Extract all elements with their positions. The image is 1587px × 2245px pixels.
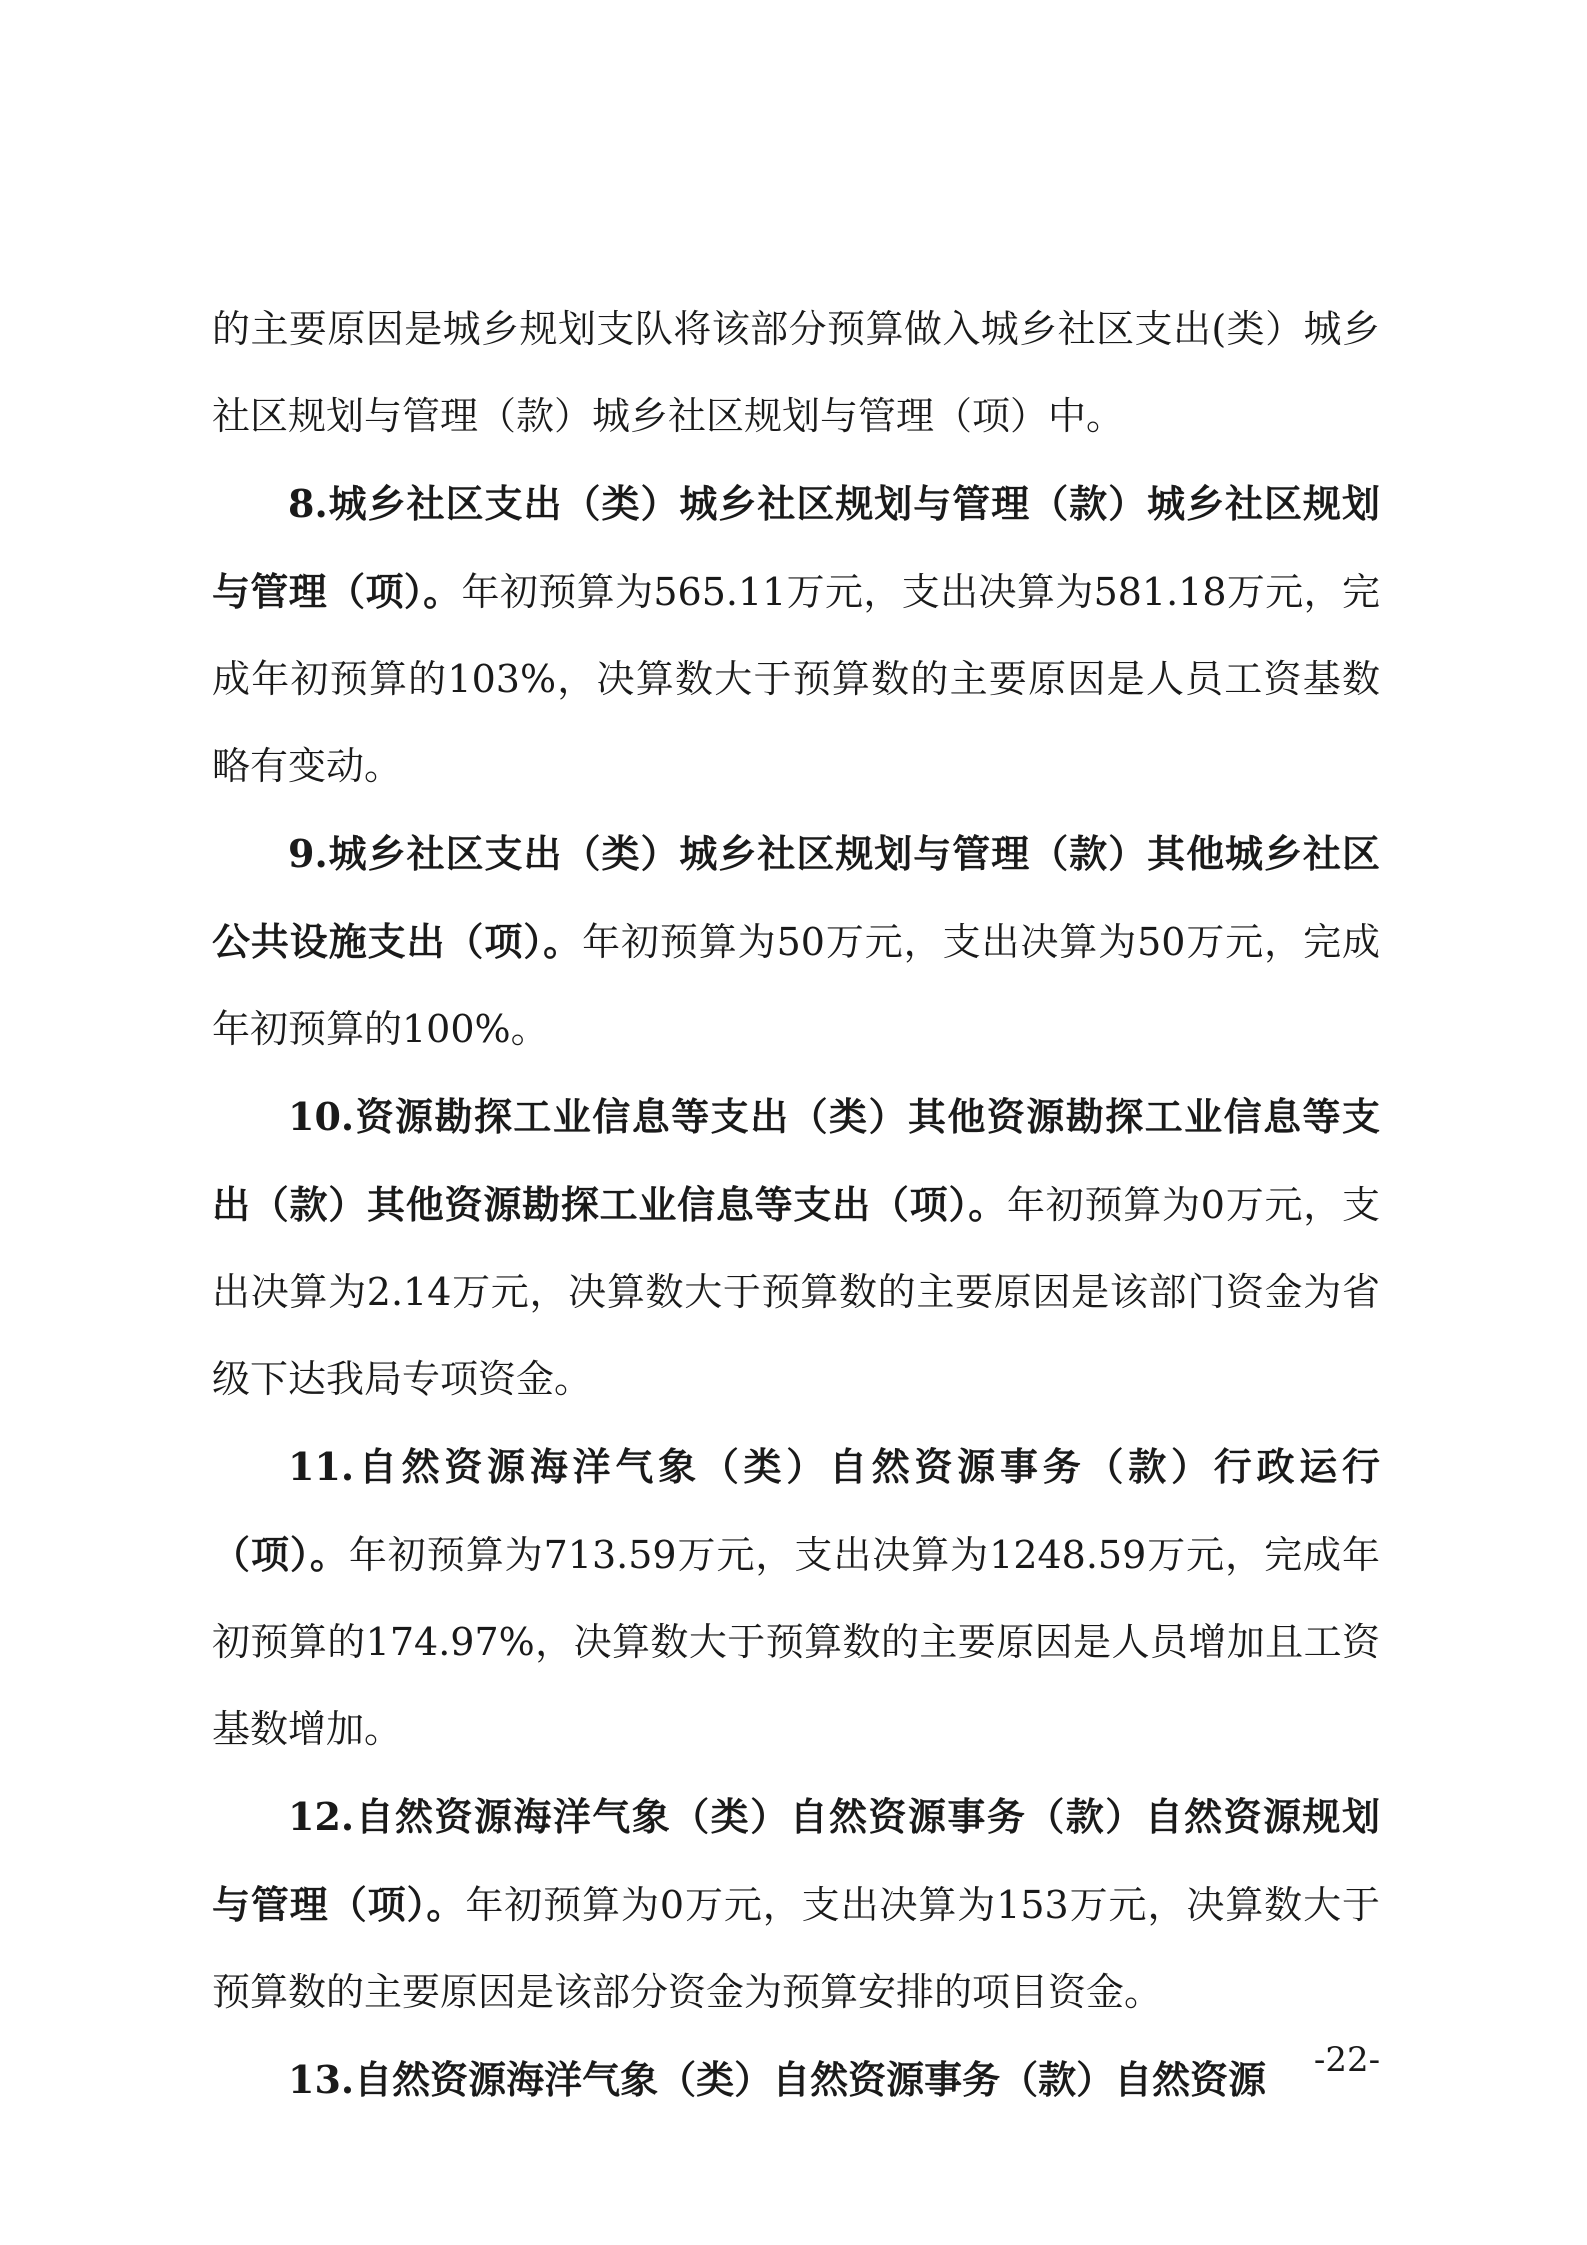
paragraph-text: 的主要原因是城乡规划支队将该部分预算做入城乡社区支出(类）城乡社区规划与管理（款）城乡社区规划与管理（项）中。	[212, 307, 1380, 438]
document-body	[212, 286, 1380, 2124]
paragraph-text: 年初预算为50万元，支出决算为50万元，完成年初预算的100%。	[212, 920, 1380, 1051]
paragraph-continuation	[212, 286, 1380, 460]
item-heading: 8.城乡社区支出（类）城乡社区规划与管理（款）城乡社区规划与管理（项）。	[212, 481, 1380, 614]
item-heading: 12.自然资源海洋气象（类）自然资源事务（款）自然资源规划与管理（项）。	[212, 1794, 1380, 1927]
item-heading: 9.城乡社区支出（类）城乡社区规划与管理（款）其他城乡社区公共设施支出（项）。	[212, 831, 1380, 964]
paragraph-item-10	[212, 1073, 1380, 1423]
paragraph-item-9	[212, 810, 1380, 1073]
item-heading: 11.自然资源海洋气象（类）自然资源事务（款）行政运行（项）。	[212, 1444, 1380, 1577]
item-heading: 13.自然资源海洋气象（类）自然资源事务（款）自然资源	[288, 2057, 1267, 2102]
paragraph-text: 年初预算为565.11万元，支出决算为581.18万元，完成年初预算的103%，决算数大于预算数的主要原因是人员工资基数略有变动。	[212, 570, 1380, 788]
paragraph-text: 年初预算为713.59万元，支出决算为1248.59万元，完成年初预算的174.97%，决算数大于预算数的主要原因是人员增加且工资基数增加。	[212, 1533, 1380, 1751]
paragraph-text: 年初预算为0万元，支出决算为153万元，决算数大于预算数的主要原因是该部分资金为预算安排的项目资金。	[212, 1883, 1380, 2014]
page-number: -22-	[1313, 2040, 1381, 2080]
paragraph-item-12	[212, 1773, 1380, 2036]
paragraph-item-8	[212, 460, 1380, 810]
paragraph-text: 年初预算为0万元，支出决算为2.14万元，决算数大于预算数的主要原因是该部门资金为省级下达我局专项资金。	[212, 1183, 1380, 1401]
item-heading: 10.资源勘探工业信息等支出（类）其他资源勘探工业信息等支出（款）其他资源勘探工业信息等支出（项）。	[212, 1094, 1380, 1227]
paragraph-item-11	[212, 1423, 1380, 1773]
paragraph-item-13	[212, 2036, 1380, 2124]
